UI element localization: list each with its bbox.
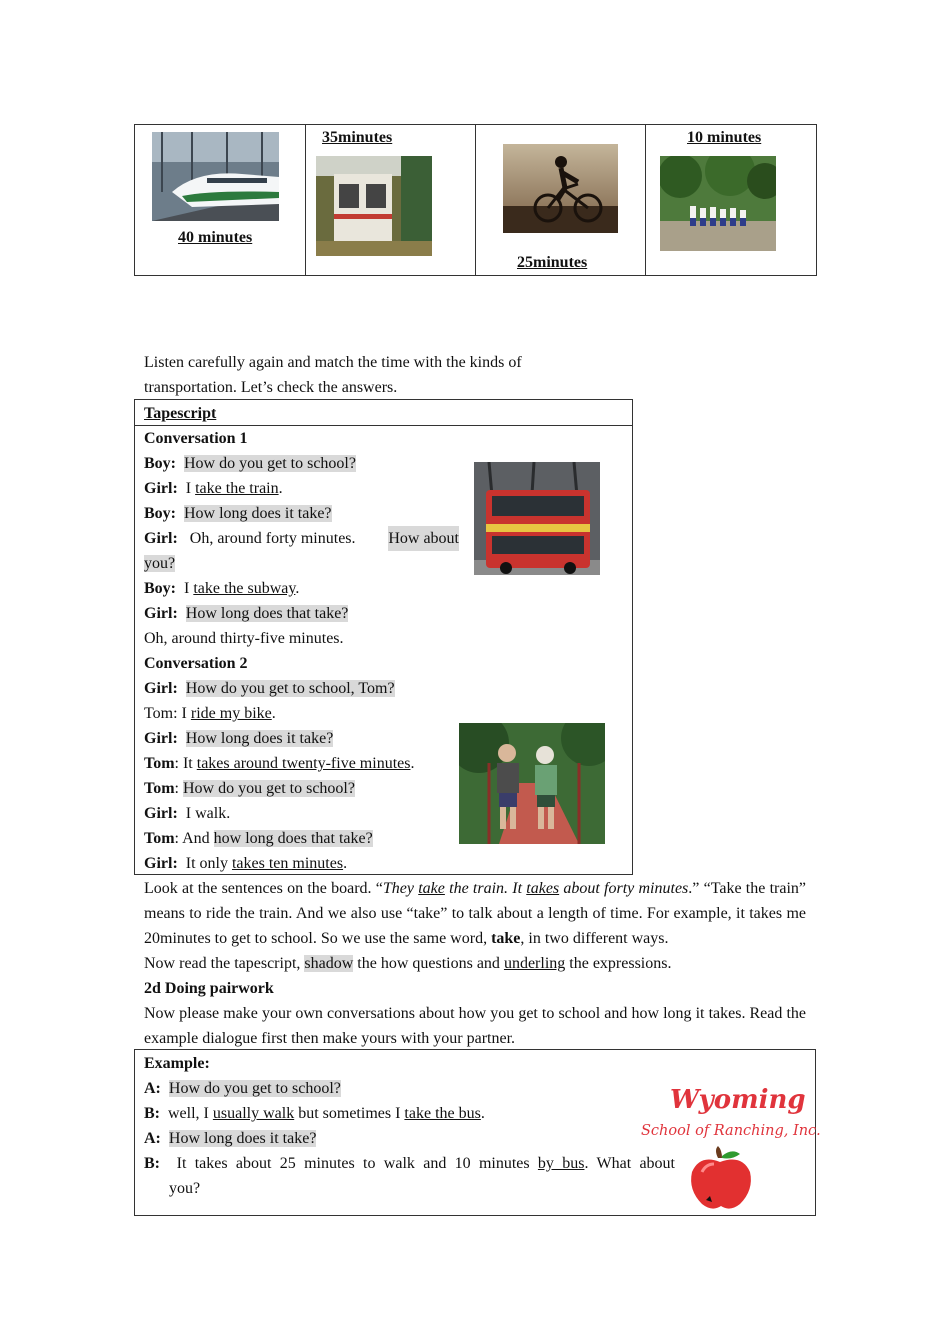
time-label: 40 minutes <box>178 229 253 246</box>
apple-icon <box>688 1146 754 1212</box>
speaker-label: A: <box>144 1130 161 1147</box>
time-label: 25minutes <box>517 254 588 271</box>
expression: ride my bike <box>190 705 272 722</box>
speaker-label: Boy: <box>144 580 176 597</box>
speaker-label: Boy: <box>144 505 176 522</box>
bullet-train-photo <box>152 132 279 221</box>
how-question: How do you get to school? <box>182 780 355 797</box>
time-label: 10 minutes <box>687 129 762 146</box>
dialog-line: Tom: How do you get to school? <box>144 780 355 797</box>
speaker-label: Girl: <box>144 680 178 697</box>
how-question: How about <box>388 526 459 551</box>
logo-subtitle: School of Ranching, Inc. <box>641 1123 821 1139</box>
speaker-label: B: <box>144 1155 160 1172</box>
expression: take the bus <box>404 1105 481 1122</box>
how-question: How do you get to school, Tom? <box>185 680 395 697</box>
how-question: How do you get to school? <box>184 455 356 472</box>
couple-walking-photo <box>459 723 605 844</box>
dialog-line: Boy: I take the subway. <box>144 580 300 597</box>
pairwork-text: Now please make your own conversations about how you get to school and how long it takes. Read the example dialogue first then make yours with your partner. <box>144 1005 806 1047</box>
bike-rider-photo <box>503 144 618 233</box>
double-decker-bus-photo <box>474 462 600 575</box>
dialog-line: B: well, I usually walk but sometimes I take the bus. <box>144 1105 485 1122</box>
dialog-line: Girl: I walk. <box>144 805 231 822</box>
dialog-line <box>144 1076 341 1101</box>
time-label: 35minutes <box>322 129 393 146</box>
speaker-label: Girl: <box>144 605 178 622</box>
dialog-line <box>144 501 332 526</box>
speaker-label: Tom <box>144 755 175 772</box>
speaker-label: Girl: <box>144 530 178 547</box>
tapescript-title: Tapescript <box>144 405 217 422</box>
expression: take the train <box>195 480 279 497</box>
dialog-line <box>144 551 175 576</box>
how-question: you? <box>144 555 176 572</box>
dialog-line <box>144 451 356 476</box>
dialog-line <box>144 676 395 701</box>
how-question: How long does it take? <box>184 505 332 522</box>
conversation-2-title: Conversation 2 <box>144 655 248 672</box>
dialog-line <box>144 601 348 626</box>
intro-line-2: transportation. Let’s check the answers. <box>144 379 398 396</box>
dialog-line: B: It takes about 25 minutes to walk and 10 minutes by bus. What about <box>144 1155 675 1172</box>
wyoming-school-logo <box>640 1083 821 1213</box>
students-walking-photo <box>660 156 776 251</box>
expression: usually walk <box>212 1105 295 1122</box>
table-cell-walk <box>645 125 816 275</box>
speaker-label: Tom <box>144 780 175 797</box>
dialog-line: Girl: It only takes ten minutes. <box>144 855 348 872</box>
speaker-label: B: <box>144 1105 160 1122</box>
expression: takes ten minutes <box>231 855 344 872</box>
explanation-paragraph: Look at the sentences on the board. “They take the train. It takes about forty minutes.” “Take the train” means to ride the train. And we also use “take” to talk about a length of time. For example, it takes me 20minutes to get to school. So we use the same word, take, in two different ways. <box>144 880 807 947</box>
subway-train-photo <box>316 156 432 256</box>
table-cell-train <box>135 125 306 275</box>
how-question: How long does it take? <box>185 730 334 747</box>
intro-line-1: Listen carefully again and match the time with the kinds of <box>144 354 522 371</box>
speaker-label: Girl: <box>144 730 178 747</box>
dialog-line: Oh, around thirty-five minutes. <box>144 630 344 647</box>
dialog-line <box>144 726 333 751</box>
how-question: How long does it take? <box>168 1130 317 1147</box>
dialog-line: Girl: Oh, around forty minutes. How about <box>144 526 459 551</box>
dialog-line <box>144 1126 316 1151</box>
conversation-1-title: Conversation 1 <box>144 430 248 447</box>
logo-title: Wyoming <box>670 1085 806 1115</box>
example-title: Example: <box>144 1055 210 1072</box>
dialog-line: Girl: I take the train. <box>144 480 283 497</box>
speaker-label: Tom <box>144 830 175 847</box>
expression: takes around twenty-five minutes <box>196 755 411 772</box>
dialog-line: Tom: I ride my bike. <box>144 705 276 722</box>
dialog-line: Tom: It takes around twenty-five minutes. <box>144 755 415 772</box>
expression: take the subway <box>193 580 296 597</box>
speaker-label: Girl: <box>144 480 178 497</box>
how-question: How do you get to school? <box>168 1080 341 1097</box>
table-cell-subway <box>305 125 476 275</box>
pairwork-heading: 2d Doing pairwork <box>144 980 274 997</box>
dialog-line: you? <box>169 1180 201 1197</box>
speaker-label: Girl: <box>144 855 178 872</box>
instruction-line: Now read the tapescript, shadow the how questions and underling the expressions. <box>144 955 672 972</box>
how-question: How long does that take? <box>185 605 349 622</box>
how-question: how long does that take? <box>213 830 373 847</box>
speaker-label: Girl: <box>144 805 178 822</box>
expression: by bus <box>537 1155 585 1172</box>
transport-table <box>134 124 817 276</box>
table-cell-bike <box>475 125 646 275</box>
dialog-line: Tom: And how long does that take? <box>144 830 373 847</box>
speaker-label: Boy: <box>144 455 176 472</box>
speaker-label: A: <box>144 1080 161 1097</box>
